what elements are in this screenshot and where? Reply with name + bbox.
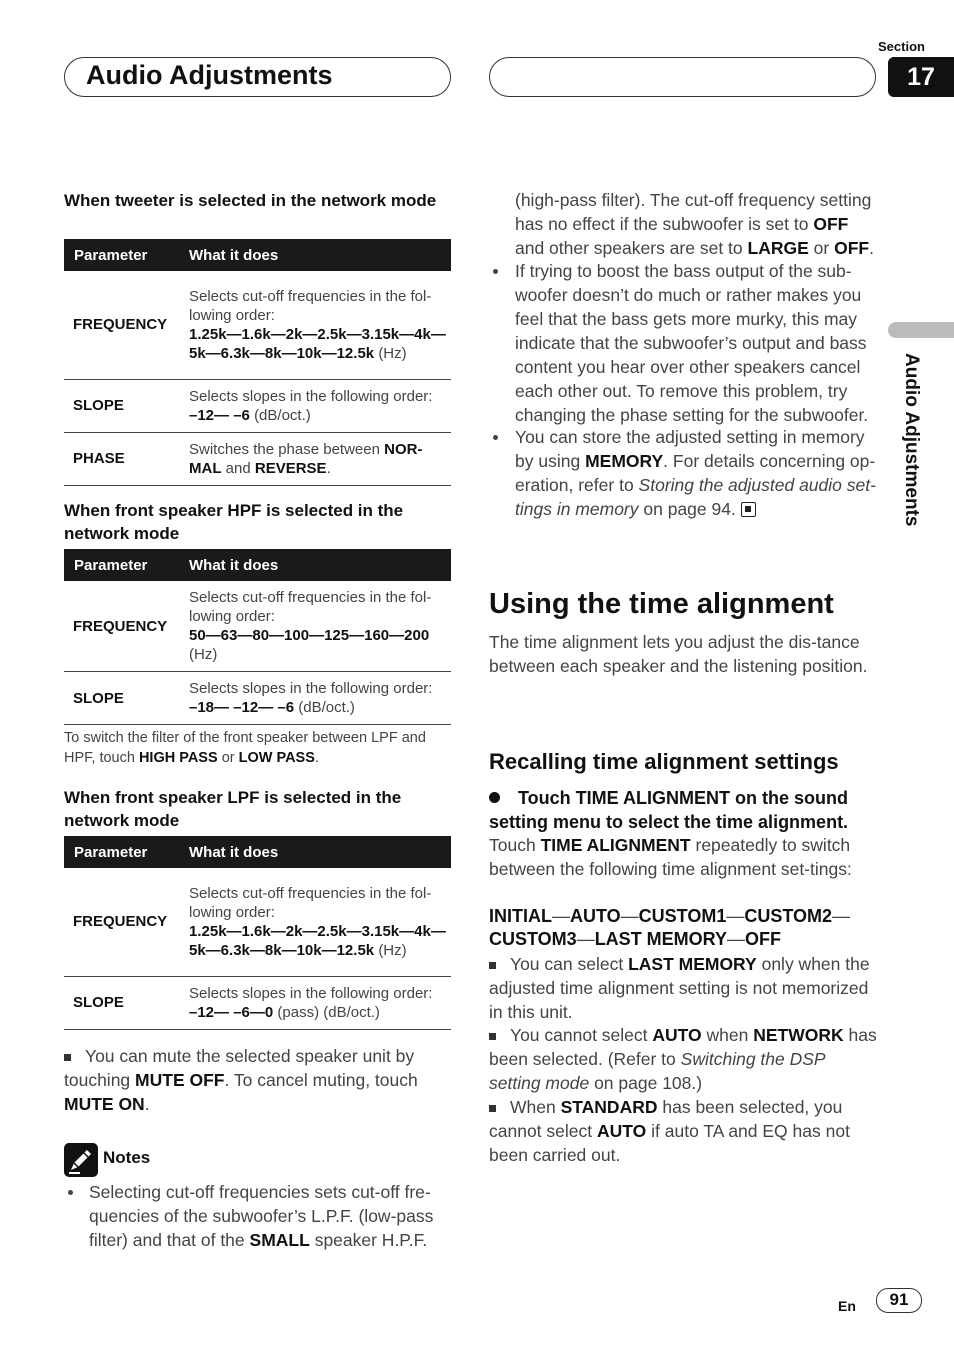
seq-last-memory: LAST MEMORY xyxy=(594,929,728,949)
para-text: You can select xyxy=(510,954,624,974)
note-text: . xyxy=(314,750,319,766)
col-parameter: Parameter xyxy=(64,239,189,271)
memory-label: MEMORY xyxy=(585,451,664,471)
param-desc xyxy=(189,271,451,379)
table-row xyxy=(64,379,451,432)
desc-text: Selects slopes in the following order: xyxy=(189,984,433,1002)
param-desc xyxy=(189,868,451,976)
step-bullet-icon xyxy=(489,792,500,803)
para-text: or xyxy=(813,238,830,258)
desc-text: Selects cut-off frequencies in the fol-lowing order: xyxy=(189,287,432,324)
side-tab xyxy=(888,322,954,338)
bullet-icon xyxy=(68,1190,73,1195)
bass-tip-paragraph: If trying to boost the bass output of the sub-woofer doesn’t do much or rather makes you feel that the bass gets more murky, this may indicate that the subwoofer’s output and bass content you hear over other speakers cancel each other out. To remove this problem, try changing the phase setting for the subwoofer. xyxy=(515,261,869,425)
param-desc xyxy=(189,672,451,725)
col-parameter: Parameter xyxy=(64,549,189,581)
language-label: En xyxy=(838,1298,856,1314)
param-name: PHASE xyxy=(64,432,189,485)
desc-values: 50—63—80—100—125—160—200 xyxy=(189,627,430,644)
notes-icon xyxy=(64,1143,98,1177)
para-text: . For details concerning op-eration, refer to xyxy=(515,451,876,495)
section-heading: Using the time alignment xyxy=(489,588,834,620)
setting-sequence: INITIAL—AUTO—CUSTOM1—CUSTOM2— CUSTOM3—LAST MEMORY—OFF xyxy=(489,906,851,949)
seq-auto: AUTO xyxy=(570,906,621,926)
end-mark-icon xyxy=(741,502,756,517)
param-desc xyxy=(189,379,451,432)
continued-paragraph xyxy=(515,188,877,260)
auto-label: AUTO xyxy=(597,1121,647,1141)
para-text: if auto TA and EQ has not been carried out. xyxy=(489,1121,850,1165)
para-text: You can mute the selected speaker unit by touching xyxy=(64,1046,415,1090)
param-desc xyxy=(189,581,451,672)
desc-unit: . xyxy=(326,459,331,477)
para-text: on page 108.) xyxy=(594,1073,703,1093)
desc-text: Switches the phase between xyxy=(189,440,380,458)
square-bullet-icon xyxy=(64,1054,71,1061)
step-text: Touch TIME ALIGNMENT on the sound setting menu to select the time alignment. xyxy=(489,788,849,832)
note-option-high-pass: HIGH PASS xyxy=(138,750,218,766)
param-desc xyxy=(189,432,451,485)
param-name: SLOPE xyxy=(64,379,189,432)
seq-custom1: CUSTOM1 xyxy=(638,906,727,926)
desc-values2: REVERSE xyxy=(254,459,327,477)
notes-item xyxy=(89,1180,445,1252)
bullet-icon xyxy=(493,269,498,274)
desc-values: –12— –6—0 xyxy=(189,1003,274,1021)
note-text: To switch the filter of the front speaker between LPF and HPF, touch xyxy=(64,730,426,766)
table-header-row xyxy=(64,836,451,868)
tweeter-table xyxy=(64,239,451,486)
table-row xyxy=(64,581,451,672)
table-row xyxy=(64,672,451,725)
lpf-heading: When front speaker LPF is selected in the network mode xyxy=(64,788,402,830)
square-bullet-icon xyxy=(489,962,496,969)
param-name: FREQUENCY xyxy=(64,868,189,976)
para-text: You can store the adjusted setting in memory by using xyxy=(515,427,865,471)
para-text: and other speakers are set to xyxy=(515,238,743,258)
tweeter-heading: When tweeter is selected in the network mode xyxy=(64,191,437,210)
header-blank-frame xyxy=(489,57,876,97)
param-name: SLOPE xyxy=(64,976,189,1029)
desc-values: –12— –6 xyxy=(189,406,250,424)
time-alignment-label: TIME ALIGNMENT xyxy=(540,835,691,855)
param-desc xyxy=(189,976,451,1029)
square-bullet-icon xyxy=(489,1033,496,1040)
desc-values: –18— –12— –6 xyxy=(189,699,295,716)
memory-tip-paragraph xyxy=(515,425,881,521)
param-name: FREQUENCY xyxy=(64,271,189,379)
note-text: or xyxy=(221,750,235,766)
large-label: LARGE xyxy=(747,238,809,258)
col-what-it-does: What it does xyxy=(189,549,451,581)
subsection-heading: Recalling time alignment settings xyxy=(489,749,839,774)
small-label: SMALL xyxy=(249,1230,310,1250)
para-text: . xyxy=(869,238,874,258)
desc-unit: (Hz) xyxy=(378,941,407,959)
section-label: Section xyxy=(878,39,925,54)
para-text: Selecting cut-off frequencies sets cut-off fre-quencies of the subwoofer’s L.P.F. (low-pass filter) and that of the xyxy=(89,1182,434,1250)
notes-title: Notes xyxy=(103,1148,151,1167)
desc-unit: (pass) (dB/oct.) xyxy=(277,1003,380,1021)
table-row xyxy=(64,976,451,1029)
para-text: Touch xyxy=(489,835,536,855)
reference-title[interactable]: Storing the adjusted audio set-tings in memory xyxy=(515,475,876,519)
desc-text: Selects slopes in the following order: xyxy=(189,680,433,697)
side-tab-label: Audio Adjustments xyxy=(901,353,922,527)
para-text: . xyxy=(144,1094,150,1114)
page-title: Audio Adjustments xyxy=(86,60,333,90)
desc-unit: (dB/oct.) xyxy=(254,406,311,424)
step-instruction xyxy=(489,786,879,834)
seq-initial: INITIAL xyxy=(489,906,552,926)
table-row xyxy=(64,271,451,379)
para-text: When xyxy=(510,1097,556,1117)
section-number: 17 xyxy=(888,57,954,97)
col-what-it-does: What it does xyxy=(189,239,451,271)
para-text: speaker H.P.F. xyxy=(314,1230,428,1250)
desc-text: Selects cut-off frequencies in the fol-lowing order: xyxy=(189,884,432,921)
intro-paragraph: The time alignment lets you adjust the dis-tance between each speaker and the listening position. xyxy=(489,632,868,676)
lpf-table xyxy=(64,836,451,1030)
switch-filter-note xyxy=(64,728,452,768)
auto-label: AUTO xyxy=(652,1025,702,1045)
seq-custom2: CUSTOM2 xyxy=(744,906,833,926)
mute-paragraph xyxy=(64,1044,452,1116)
reference-title[interactable]: Switching the DSP setting mode xyxy=(489,1049,825,1093)
seq-custom3: CUSTOM3 xyxy=(489,929,577,949)
para-text: repeatedly to switch between the following time alignment set-tings: xyxy=(489,835,852,879)
desc-unit: (dB/oct.) xyxy=(298,699,355,716)
desc-values: NOR-MAL xyxy=(189,440,423,477)
param-name: SLOPE xyxy=(64,672,189,725)
bullet-icon xyxy=(493,435,498,440)
desc-text: Selects cut-off frequencies in the fol-lowing order: xyxy=(189,589,432,625)
last-memory-label: LAST MEMORY xyxy=(628,954,757,974)
desc-text: Selects slopes in the following order: xyxy=(189,387,433,405)
desc-values: 1.25k—1.6k—2k—2.5k—3.15k—4k—5k—6.3k—8k—10k—12.5k xyxy=(189,922,446,959)
mute-on-label: MUTE ON xyxy=(64,1094,145,1114)
para-text: has been selected, you cannot select xyxy=(489,1097,843,1141)
standard-label: STANDARD xyxy=(560,1097,658,1117)
note-auto-network xyxy=(489,1023,877,1095)
page-number: 91 xyxy=(876,1288,922,1313)
note-option-low-pass: LOW PASS xyxy=(238,750,315,766)
desc-mid: and xyxy=(225,459,251,477)
table-row xyxy=(64,432,451,485)
para-text: has been selected. (Refer to xyxy=(489,1025,877,1069)
step-body xyxy=(489,833,875,881)
off-label: OFF xyxy=(834,238,870,258)
hpf-heading: When front speaker HPF is selected in the network mode xyxy=(64,501,404,543)
para-text: . To cancel muting, touch xyxy=(224,1070,418,1090)
table-header-row xyxy=(64,239,451,271)
para-text: You cannot select xyxy=(510,1025,648,1045)
network-label: NETWORK xyxy=(753,1025,844,1045)
desc-unit: (Hz) xyxy=(189,646,218,663)
para-text: (high-pass filter). The cut-off frequency setting has no effect if the subwoofer is set to xyxy=(515,190,872,234)
param-name: FREQUENCY xyxy=(64,581,189,672)
note-last-memory xyxy=(489,952,879,1024)
mute-off-label: MUTE OFF xyxy=(135,1070,225,1090)
hpf-table xyxy=(64,549,451,725)
col-parameter: Parameter xyxy=(64,836,189,868)
para-text: on page 94. xyxy=(643,499,736,519)
table-header-row xyxy=(64,549,451,581)
note-standard xyxy=(489,1095,875,1167)
table-row xyxy=(64,868,451,976)
para-text: when xyxy=(706,1025,749,1045)
seq-off: OFF xyxy=(745,929,782,949)
square-bullet-icon xyxy=(489,1105,496,1112)
para-text: only when the adjusted time alignment setting is not memorized in this unit. xyxy=(489,954,870,1022)
col-what-it-does: What it does xyxy=(189,836,451,868)
desc-values: 1.25k—1.6k—2k—2.5k—3.15k—4k—5k—6.3k—8k—10k—12.5k xyxy=(189,325,446,362)
off-label: OFF xyxy=(813,214,849,234)
desc-unit: (Hz) xyxy=(378,344,407,362)
